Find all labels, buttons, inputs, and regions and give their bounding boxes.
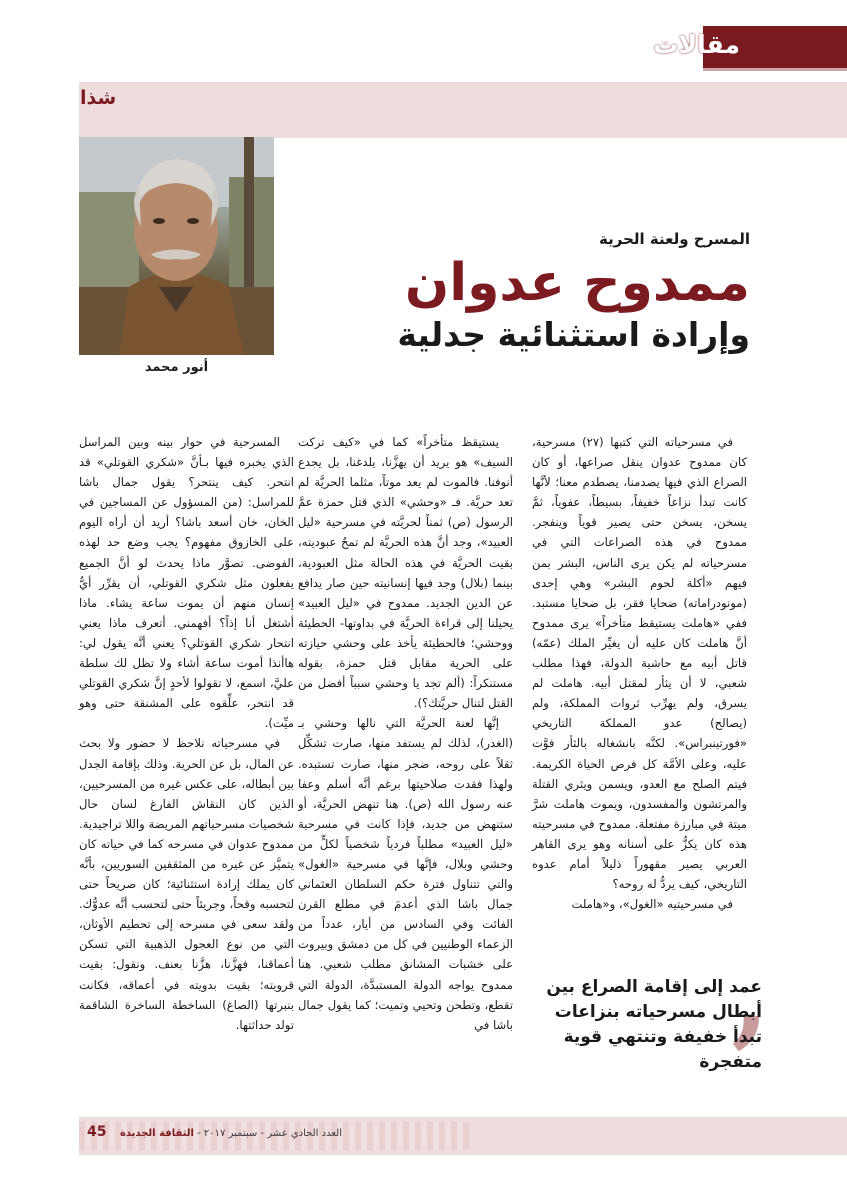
issue-text: العدد الحادي عشر - سبتمبر ٢٠١٧ - bbox=[197, 1128, 342, 1139]
pull-quote: عمد إلى إقامة الصراع بين أبطال مسرحياته بنزاعات تبدأ خفيفة وتنتهي قوية متفجرة bbox=[546, 977, 762, 1072]
text-column-left bbox=[79, 432, 294, 1035]
magazine-brand: الثقافة الجديدة bbox=[120, 1128, 194, 1139]
article-kicker: المسرح ولعنة الحرية bbox=[599, 230, 750, 248]
paragraph: في مسرحياته التي كتبها (٢٧) مسرحية، كان ممدوح عدوان ينقل صراعها، أو كان الصراع الذي فيها يصدمنا، يصطدم معنا؛ لأنَّها كانت تبدأ نزاعاً خفيفاً، بسيطاً، عفوياً، ثمَّ يسخن، يسخن حتى يصير قوياً وينفجر. ممدوح في هذه الصراعات التي في مسرحياته لم يكن يرى الناس، البشر بمن فيهم «أكلة لحوم البشر» وهي إحدى (مونودراماته) ضحايا فقر، بل ضحايا مستبد. ففي «هاملت يستيقظ متأخراً» يرى ممدوح أنَّ هاملت كان عليه أن يغيِّر الملك (عمّه) قاتل أبيه مع حاشية الدولة، فهذا مطلب شعبي، لا أن يثأر لمقتل أبيه. هاملت لم يسرق، ولم يهرِّب ثروات المملكة، ولم (يصالح) عدو المملكة التاريخي «فورتينبراس». لكنَّه بانشغاله بالثأر فوَّت عليه، وعلى الأمَّة كل فرص الحياة الكريمة. فيتم الصلح مع العدو، ويسمن ويثري القتلة والمرتشون والمفسدون، ويموت هاملت شرَّ ميتة في مبارزة مفتعلة. ممدوح في مسرحيته هذه كان يكزُّ على أسنانه وهو يرى القاهر العربي يصير مقهوراً ذليلاً أمام عدوه التاريخي، كيف يردُّ له روحه؟ bbox=[532, 435, 747, 892]
paragraph: إنَّها لعنة الحريَّة التي نالها وحشي بـ (الغدر)، لذلك لم يستفد منها، صارت تشكِّل ثقلاً على روحه، ضجر منها، صارت تستبده. ولهذا فقدت صلاحيتها برغم أنَّه أسلم وعفا عنه رسول الله (ص). هنا تنهض الحريَّة، أو ستنهض من جديد، فإذا كانت في مسرحية «ليل العبيد» مطلباً فردياً شخصياً لكلٍّ من وحشي وبلال، فإنَّها في مسرحية «الغول» والتي تتناول فترة حكم السلطان العثماني جمال باشا الذي أعدمَ في مطلع القرن الفائت وفي السادس من أيار، عدداً من الزعماء الوطنيين في كل من دمشق وبيروت على خشبات المشانق مطلب شعبي. هنا ممدوح يواجه الدولة المستبدَّة، الدولة التي تقطع، وتطحن وتحيي وتميت؛ كما يقول جمال باشا في bbox=[298, 716, 513, 1032]
quote-mark-icon: , bbox=[731, 930, 770, 1059]
text-column-middle bbox=[298, 432, 513, 1097]
author-portrait-illustration bbox=[79, 137, 274, 355]
paragraph: المسرحية في حوار بينه وبين المراسل الذي يخبره فيها بـأنَّ «شكري القوتلي» قد انتحر. كيف ينتحر؟ يقول جمال باشا للمراسل: (من المسؤول عن المساجين في الخان، خان أسعد باشا؟ أريد أن أراه اليوم على الخازوق مفهوم؟ يجب وضع حد لهذه الفوضى. تصوَّر ماذا يحدث لو أنَّ الجميع يفعلون مثل شكري القوتلي، أن يقرِّر أيُّ إنسان منهم أن يموت ساعة يشاء. ماذا أشتغل أنا إذاً؟ أفهمني. أتعرف ماذا يعني انتحار شكري القوتلي؟ يعني أنَّه يقول لي: هاأنذا أموت ساعة أشاء ولا تظل لك سلطة عليَّ، اسمع، لا تقولوا لأحدٍ إنَّ شكري القوتلي قد انتحر، علِّقوه على المشنقة حتى وهو ميِّت). bbox=[79, 435, 294, 731]
author-name: أنور محمد bbox=[144, 360, 209, 375]
page-number: 45 bbox=[87, 1124, 107, 1140]
paragraph: في مسرحياته نلاحظ لا حضور ولا بحث عن المال، بل عن الحرية. وذلك بإقامة الجدل بين أبطاله، على عكس غيره من المسرحيين، الذين كان النقاش الفارغ لسان حال شخصيات مسرحياتهم المريضة واللا تراجيدية. ممدوح عدوان في مسرحه كما في حياته كان يتميَّز عن غيره من المثقفين السوريين، بأنَّه كان يملك إرادة استثنائية؛ كان صريحاً حتى لتحسبه وقحاً، وجريئاً حتى لتحسب أنَّه عدوُّك. ولقد سعى في مسرحه إلى تحطيم الأوثان، التي من نوع العجول الذهبية التي تسكن أعماقنا، فهزَّنا، هزَّنا بعنف. ونقول: بقيت قرويته؛ بقيت بدويته في أعماقه، فكانت بنبرتها (الصاغ) الساخطة الساخرة الشاقمة تولد حداثتها. bbox=[79, 736, 294, 1032]
author-photo bbox=[79, 137, 274, 355]
section-label: مقالات bbox=[653, 30, 740, 59]
article-subtitle: وإرادة استثنائية جدلية bbox=[397, 315, 750, 354]
issue-info bbox=[120, 1128, 425, 1139]
article-title: ممدوح عدوان bbox=[404, 253, 750, 313]
text-column-right bbox=[532, 432, 747, 914]
column-name: شذا bbox=[80, 87, 117, 109]
paragraph: في مسرحيتيه «الغول»، و«هاملت bbox=[571, 897, 733, 912]
paragraph: يستيقظ متأخراً» كما في «كيف تركت السيف» هو يريد أن يهزَّنا، يلدغنا، بل يجدع أنوفنا. فالموت لم يعد موتاً، مثلما الحريَّة لم تعد حريَّة. فـ «وحشي» الذي قتل حمزة عمَّ الرسول (ص) ثمناً لحريَّته في مسرحية «ليل العبيد»، وجد أنَّ هذه الحريَّة لم تمحُ عبوديته، بقيت الحريَّة في هذه الحالة مثل العبودية، بينما (بلال) وجد فيها إنسانيته حين صار يدافع عن الدين الجديد. ممدوح في «ليل العبيد» يحيلنا إلى قراءة الحريَّة في بداوتها- الحطيئة ووحشي؛ فالحطيئة يأخذ على وحشي حيازته على الحرية مقابل قتل حمزة، بقوله مستنكراً: (ألم تجد يا وحشي سبباً أفضل من القتل لتنال حريَّتك؟). bbox=[298, 435, 513, 711]
header-band bbox=[79, 82, 847, 138]
